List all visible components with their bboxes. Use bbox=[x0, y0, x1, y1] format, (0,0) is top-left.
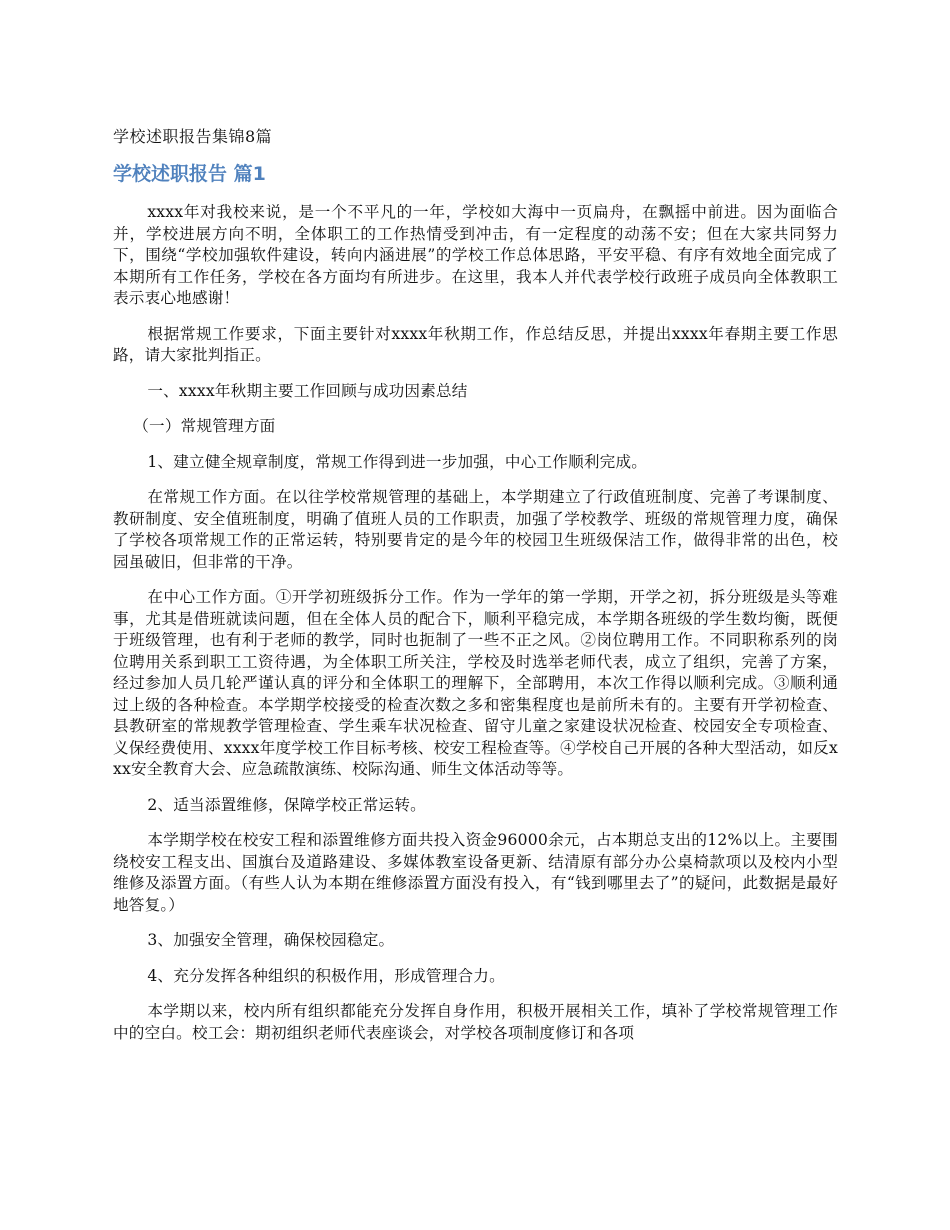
paragraph-overview: 根据常规工作要求，下面主要针对xxxx年秋期工作，作总结反思，并提出xxxx年春期主要工作思路，请大家批判指正。 bbox=[113, 324, 838, 364]
heading-routine-management: （一）常规管理方面 bbox=[133, 417, 276, 435]
paragraph-maintenance: 本学期学校在校安工程和添置维修方面共投入资金96000余元，占本期总支出的12%以上。主要围绕校安工程支出、国旗台及道路建设、多媒体教室设备更新、结清原有部分办公桌椅款项以及校内小型维修及添置方面。（有些人认为本期在维修添置方面没有投入，有“钱到哪里去了”的疑问，此数据是最好地答复。） bbox=[113, 831, 838, 914]
document-title: 学校述职报告集锦8篇 bbox=[113, 127, 273, 146]
heading-part-one: 一、xxxx年秋期主要工作回顾与成功因素总结 bbox=[147, 381, 468, 400]
paragraph-routine-work: 在常规工作方面。在以往学校常规管理的基础上，本学期建立了行政值班制度、完善了考课制度、教研制度、安全值班制度，明确了值班人员的工作职责，加强了学校教学、班级的常规管理力度，确保了学校各项常规工作的正常运转，特别要肯定的是今年的校园卫生班级保洁工作，做得非常的出色，校园虽破旧，但非常的干净。 bbox=[113, 488, 838, 571]
heading-item-4: 4、充分发挥各种组织的积极作用，形成管理合力。 bbox=[147, 966, 505, 985]
paragraph-central-work: 在中心工作方面。①开学初班级拆分工作。作为一学年的第一学期，开学之初，拆分班级是头等难事，尤其是借班就读问题，但在全体人员的配合下，顺利平稳完成，本学期各班级的学生数均衡，既便于班级管理，也有利于老师的教学，同时也扼制了一些不正之风。②岗位聘用工作。不同职称系列的岗位聘用关系到职工工资待遇，为全体职工所关注，学校及时选举老师代表，成立了组织，完善了方案，经过参加人员几轮严谨认真的评分和全体职工的理解下，全部聘用，本次工作得以顺利完成。③顺利通过上级的各种检查。本学期学校接受的检查次数之多和密集程度也是前所未有的。主要有开学初检查、县教研室的常规教学管理检查、学生乘车状况检查、留守儿童之家建设状况检查、校园安全专项检查、义保经费使用、xxxx年度学校工作目标考核、校安工程检查等。④学校自己开展的各种大型活动，如反xxx安全教育大会、应急疏散演练、校际沟通、师生文体活动等等。 bbox=[113, 588, 838, 778]
heading-item-2: 2、适当添置维修，保障学校正常运转。 bbox=[147, 795, 426, 814]
document-body bbox=[113, 124, 838, 1058]
section-heading: 学校述职报告 篇1 bbox=[113, 163, 266, 185]
heading-item-3: 3、加强安全管理，确保校园稳定。 bbox=[147, 931, 395, 949]
paragraph-intro: xxxx年对我校来说，是一个不平凡的一年，学校如大海中一页扁舟，在飘摇中前进。因为面临合并，学校进展方向不明，全体职工的工作热情受到冲击，有一定程度的动荡不安；但在大家共同努力下，围绕“学校加强软件建设，转向内涵进展”的学校工作总体思路，平安平稳、有序有效地全面完成了本期所有工作任务，学校在各方面均有所进步。在这里，我本人并代表学校行政班子成员向全体教职工表示衷心地感谢！ bbox=[113, 203, 838, 307]
heading-item-1: 1、建立健全规章制度，常规工作得到进一步加强，中心工作顺利完成。 bbox=[147, 452, 648, 471]
paragraph-organizations: 本学期以来，校内所有组织都能充分发挥自身作用，积极开展相关工作，填补了学校常规管理工作中的空白。校工会：期初组织老师代表座谈会，对学校各项制度修订和各项 bbox=[113, 1002, 838, 1042]
